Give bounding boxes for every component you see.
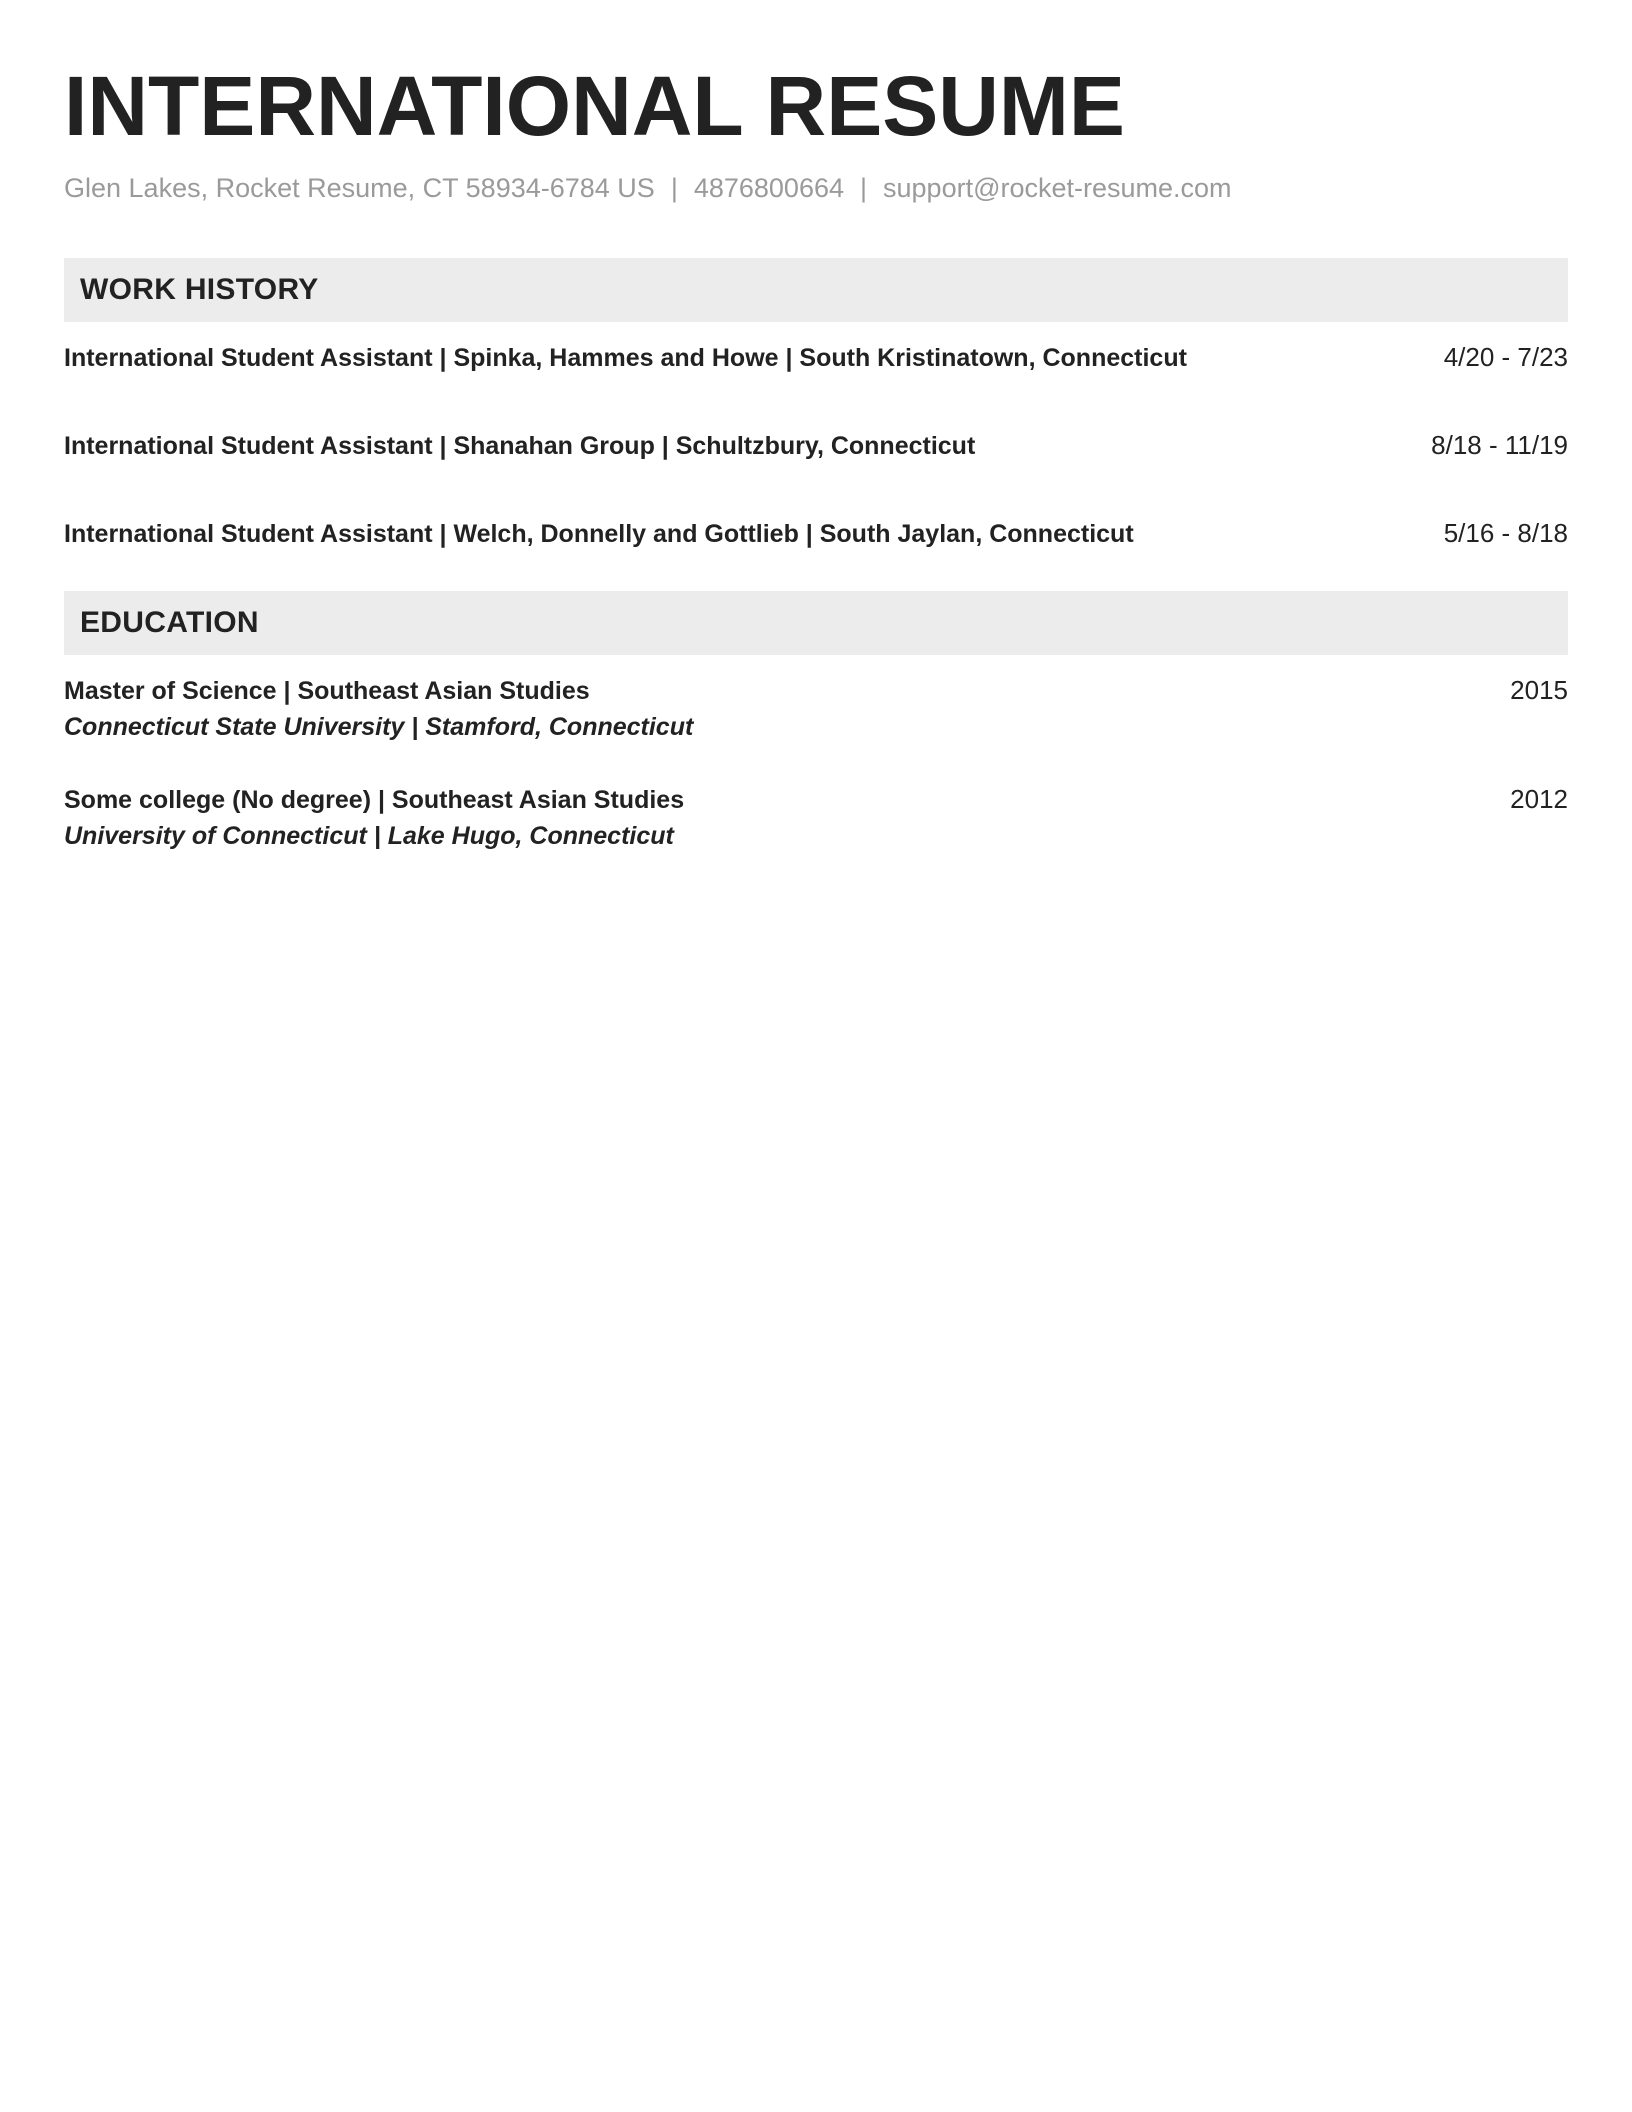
contact-phone: 4876800664 xyxy=(693,173,844,203)
education-school: University of Connecticut | Lake Hugo, Connecticut xyxy=(64,822,674,850)
education-row xyxy=(64,673,1568,708)
education-school: Connecticut State University | Stamford, Connecticut xyxy=(64,713,694,741)
contact-separator: | xyxy=(670,173,678,203)
education-entry xyxy=(64,673,1568,746)
job-dates: 8/18 - 11/19 xyxy=(1431,430,1568,460)
job-dates: 4/20 - 7/23 xyxy=(1443,342,1568,372)
education-degree: Some college (No degree) | Southeast Asian Studies xyxy=(64,786,685,814)
work-history-section xyxy=(64,258,1568,551)
contact-line xyxy=(64,170,1568,206)
resume-name: INTERNATIONAL RESUME xyxy=(64,59,1125,153)
education-section xyxy=(64,591,1568,855)
education-entry xyxy=(64,782,1568,855)
education-year: 2012 xyxy=(1510,784,1568,814)
job-entry xyxy=(64,340,1568,375)
work-history-list xyxy=(64,322,1568,551)
job-entry xyxy=(64,428,1568,463)
job-title: International Student Assistant | Shanahan Group | Schultzbury, Connecticut xyxy=(64,432,976,460)
job-dates: 5/16 - 8/18 xyxy=(1443,518,1568,548)
job-title: International Student Assistant | Spinka, Hammes and Howe | South Kristinatown, Connecticut xyxy=(64,344,1187,372)
job-entry xyxy=(64,516,1568,551)
section-header-education: EDUCATION xyxy=(64,591,1568,655)
education-degree: Master of Science | Southeast Asian Studies xyxy=(64,677,590,705)
education-year: 2015 xyxy=(1510,675,1568,705)
contact-separator: | xyxy=(860,173,868,203)
education-row xyxy=(64,782,1568,817)
job-title: International Student Assistant | Welch, Donnelly and Gottlieb | South Jaylan, Connecticut xyxy=(64,520,1134,548)
contact-email: support@rocket-resume.com xyxy=(883,173,1232,203)
education-list xyxy=(64,655,1568,855)
section-header-work-history: WORK HISTORY xyxy=(64,258,1568,322)
contact-address: Glen Lakes, Rocket Resume, CT 58934-6784 US xyxy=(64,173,655,203)
